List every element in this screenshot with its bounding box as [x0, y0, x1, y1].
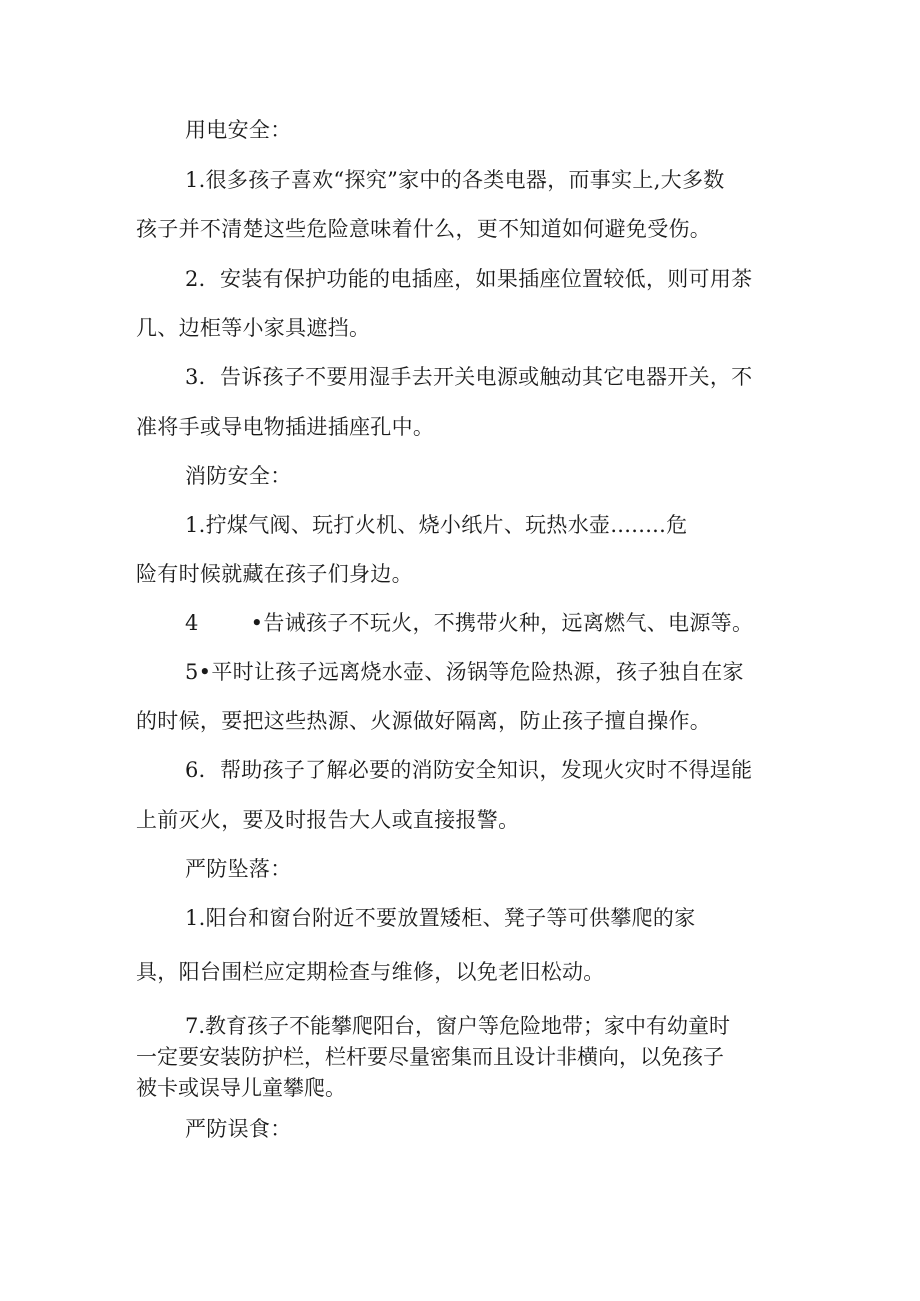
fire-item-6-line-1: 6．帮助孩子了解必要的消防安全知识，发现火灾时不得逞能	[185, 758, 753, 782]
heading-fire-safety: 消防安全：	[185, 464, 292, 488]
fall-item-1-line-1: 1.阳台和窗台附近不要放置矮柜、凳子等可供攀爬的家	[185, 906, 696, 930]
fire-item-4	[0, 611, 753, 635]
fire-item-6-line-2: 上前灭火，要及时报告大人或直接报警。	[136, 808, 520, 832]
heading-electric-safety: 用电安全：	[185, 118, 292, 142]
fire-item-4-number: 4	[185, 611, 199, 635]
electric-item-3-line-2: 准将手或导电物插进插座孔中。	[136, 415, 435, 439]
fall-item-7-line-2: 一定要安装防护栏，栏杆要尽量密集而且设计非横向，以免孩子	[136, 1045, 724, 1069]
fire-item-5-line-1: 5•平时让孩子远离烧水壶、汤锅等危险热源，孩子独自在家	[185, 660, 744, 684]
heading-ingestion-prevention: 严防误食：	[185, 1117, 292, 1141]
heading-fall-prevention: 严防坠落：	[185, 857, 292, 881]
fire-item-5-line-2: 的时候，要把这些热源、火源做好隔离，防止孩子擅自操作。	[136, 709, 712, 733]
fall-item-7-line-1: 7.教育孩子不能攀爬阳台，窗户等危险地带；家中有幼童时	[185, 1014, 731, 1038]
electric-item-3-line-1: 3．告诉孩子不要用湿手去开关电源或触动其它电器开关，不	[185, 365, 753, 389]
electric-item-1-line-1: 1.很多孩子喜欢“探究”家中的各类电器，而事实上,大多数	[185, 168, 725, 192]
fire-item-1-line-1: 1.拧煤气阀、玩打火机、烧小纸片、玩热水壶........危	[185, 513, 688, 537]
fall-item-7-line-3: 被卡或误导儿童攀爬。	[136, 1076, 346, 1100]
fall-item-1-line-2: 具，阳台围栏应定期检查与维修，以免老旧松动。	[136, 960, 605, 984]
electric-item-2-line-2: 几、边柜等小家具遮挡。	[136, 316, 371, 340]
electric-item-2-line-1: 2．安装有保护功能的电插座，如果插座位置较低，则可用茶	[185, 267, 753, 291]
electric-item-1-line-2: 孩子并不清楚这些危险意味着什么，更不知道如何避免受伤。	[136, 217, 712, 241]
fire-item-1-line-2: 险有时候就藏在孩子们身边。	[136, 562, 413, 586]
fire-item-4-text: •告诫孩子不玩火，不携带火种，远离燃气、电源等。	[250, 611, 754, 635]
